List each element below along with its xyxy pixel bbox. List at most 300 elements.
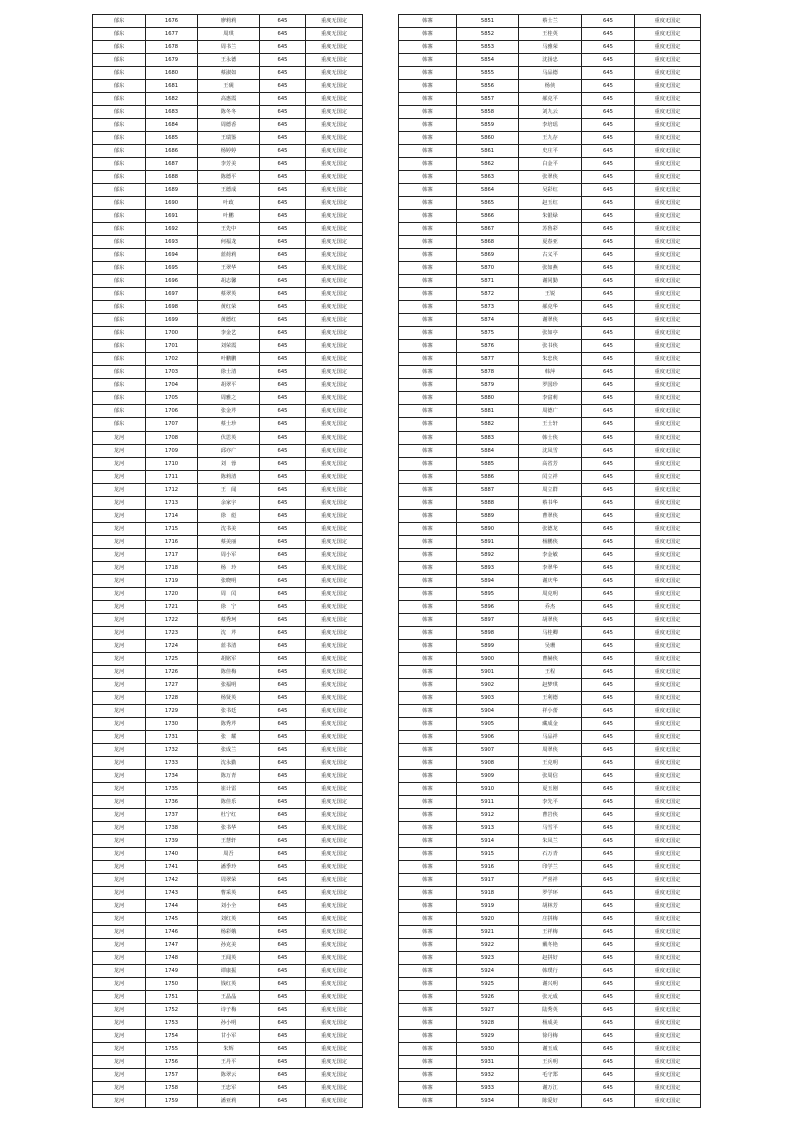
name-cell: 赵梦琪 — [519, 678, 582, 691]
table-row — [399, 535, 701, 548]
township-cell: 韩寨 — [399, 275, 457, 288]
table-row — [399, 15, 701, 28]
table-row — [93, 913, 363, 926]
table-row — [93, 1095, 363, 1108]
township-cell: 龙河 — [93, 522, 146, 535]
township-cell: 龙河 — [93, 730, 146, 743]
township-cell: 龙河 — [93, 874, 146, 887]
name-cell: 夏玉刚 — [519, 782, 582, 795]
serial-number-cell: 1709 — [146, 444, 198, 457]
table-row — [93, 509, 363, 522]
township-cell: 韩寨 — [399, 132, 457, 145]
table-row — [93, 470, 363, 483]
amount-cell: 645 — [260, 717, 306, 730]
category-cell: 重度无国定 — [306, 1069, 363, 1082]
category-cell: 重度无国定 — [306, 639, 363, 652]
table-row — [93, 314, 363, 327]
serial-number-cell: 1705 — [146, 392, 198, 405]
table-row — [93, 392, 363, 405]
name-cell: 陈德平 — [198, 171, 260, 184]
category-cell: 重度无国定 — [306, 340, 363, 353]
table-row — [399, 600, 701, 613]
name-cell: 张成兰 — [198, 743, 260, 756]
township-cell: 韩寨 — [399, 418, 457, 431]
category-cell: 重度无国定 — [635, 496, 701, 509]
name-cell: 诗子梅 — [198, 1004, 260, 1017]
amount-cell: 645 — [260, 275, 306, 288]
name-cell: 张福明 — [198, 678, 260, 691]
township-cell: 韩寨 — [399, 379, 457, 392]
table-row — [399, 314, 701, 327]
table-row — [93, 887, 363, 900]
name-cell: 韩士侠 — [519, 431, 582, 444]
serial-number-cell: 5896 — [457, 600, 519, 613]
township-cell: 韩寨 — [399, 535, 457, 548]
amount-cell: 645 — [260, 483, 306, 496]
serial-number-cell: 5933 — [457, 1082, 519, 1095]
serial-number-cell: 5882 — [457, 418, 519, 431]
township-cell: 韩寨 — [399, 730, 457, 743]
name-cell: 谢庆华 — [519, 574, 582, 587]
name-cell: 朱银绿 — [519, 210, 582, 223]
table-row — [399, 795, 701, 808]
category-cell: 重度无国定 — [306, 782, 363, 795]
township-cell: 韩寨 — [399, 80, 457, 93]
table-row — [399, 54, 701, 67]
name-cell: 严喜祥 — [519, 874, 582, 887]
serial-number-cell: 1728 — [146, 691, 198, 704]
name-cell: 王忠军 — [198, 1082, 260, 1095]
category-cell: 重度无国定 — [306, 15, 363, 28]
name-cell: 张如燕 — [519, 262, 582, 275]
township-cell: 郁东 — [93, 275, 146, 288]
category-cell: 重度无国定 — [635, 158, 701, 171]
category-cell: 重度无国定 — [306, 262, 363, 275]
township-cell: 郁东 — [93, 119, 146, 132]
name-cell: 陈莉清 — [198, 470, 260, 483]
township-cell: 郁东 — [93, 171, 146, 184]
category-cell: 重度无国定 — [306, 314, 363, 327]
name-cell: 沈永勤 — [198, 756, 260, 769]
serial-number-cell: 1744 — [146, 900, 198, 913]
amount-cell: 645 — [582, 574, 635, 587]
serial-number-cell: 1745 — [146, 913, 198, 926]
amount-cell: 645 — [582, 366, 635, 379]
table-row — [399, 730, 701, 743]
table-row — [399, 262, 701, 275]
category-cell: 重度无国定 — [306, 574, 363, 587]
name-cell: 叶鹏鹏 — [198, 353, 260, 366]
category-cell: 重度无国定 — [635, 184, 701, 197]
amount-cell: 645 — [582, 509, 635, 522]
amount-cell: 645 — [582, 587, 635, 600]
serial-number-cell: 5857 — [457, 93, 519, 106]
category-cell: 重度无国定 — [635, 275, 701, 288]
table-row — [93, 184, 363, 197]
name-cell: 叶鹏 — [198, 210, 260, 223]
amount-cell: 645 — [582, 106, 635, 119]
name-cell: 吴彩红 — [519, 184, 582, 197]
category-cell: 重度无国定 — [306, 483, 363, 496]
table-row — [93, 327, 363, 340]
amount-cell: 645 — [582, 314, 635, 327]
category-cell: 重度无国定 — [635, 119, 701, 132]
serial-number-cell: 5863 — [457, 171, 519, 184]
table-row — [399, 743, 701, 756]
name-cell: 朱辉 — [198, 1043, 260, 1056]
category-cell: 重度无国定 — [306, 978, 363, 991]
table-row — [93, 626, 363, 639]
category-cell: 重度无国定 — [635, 509, 701, 522]
amount-cell: 645 — [260, 639, 306, 652]
name-cell: 曹采英 — [198, 887, 260, 900]
category-cell: 重度无国定 — [306, 249, 363, 262]
table-row — [399, 249, 701, 262]
table-row — [399, 288, 701, 301]
township-cell: 郁东 — [93, 41, 146, 54]
serial-number-cell: 5889 — [457, 509, 519, 522]
table-row — [93, 275, 363, 288]
name-cell: 周克明 — [519, 587, 582, 600]
table-row — [93, 262, 363, 275]
category-cell: 重度无国定 — [306, 769, 363, 782]
township-cell: 韩寨 — [399, 145, 457, 158]
table-row — [93, 1043, 363, 1056]
township-cell: 龙河 — [93, 795, 146, 808]
amount-cell: 645 — [260, 782, 306, 795]
amount-cell: 645 — [582, 834, 635, 847]
table-row — [93, 834, 363, 847]
table-row — [93, 405, 363, 418]
township-cell: 韩寨 — [399, 613, 457, 626]
amount-cell: 645 — [260, 457, 306, 470]
table-row — [399, 1017, 701, 1030]
name-cell: 乔杰 — [519, 600, 582, 613]
category-cell: 重度无国定 — [635, 743, 701, 756]
name-cell: 蔡秀珂 — [198, 613, 260, 626]
amount-cell: 645 — [582, 210, 635, 223]
table-row — [399, 678, 701, 691]
serial-number-cell: 5867 — [457, 223, 519, 236]
township-cell: 龙河 — [93, 808, 146, 821]
name-cell: 石万青 — [519, 848, 582, 861]
category-cell: 重度无国定 — [306, 54, 363, 67]
amount-cell: 645 — [260, 379, 306, 392]
serial-number-cell: 1704 — [146, 379, 198, 392]
category-cell: 重度无国定 — [306, 392, 363, 405]
serial-number-cell: 1731 — [146, 730, 198, 743]
name-cell: 黄德红 — [198, 314, 260, 327]
category-cell: 重度无国定 — [635, 613, 701, 626]
name-cell: 王慧轩 — [198, 834, 260, 847]
serial-number-cell: 1723 — [146, 626, 198, 639]
table-row — [93, 678, 363, 691]
category-cell: 重度无国定 — [635, 587, 701, 600]
amount-cell: 645 — [582, 808, 635, 821]
amount-cell: 645 — [582, 392, 635, 405]
township-cell: 龙河 — [93, 626, 146, 639]
amount-cell: 645 — [582, 952, 635, 965]
serial-number-cell: 1758 — [146, 1082, 198, 1095]
serial-number-cell: 1724 — [146, 639, 198, 652]
township-cell: 韩寨 — [399, 444, 457, 457]
category-cell: 重度无国定 — [635, 171, 701, 184]
table-row — [93, 28, 363, 41]
name-cell: 杨鹏侠 — [519, 535, 582, 548]
name-cell: 谭康振 — [198, 965, 260, 978]
serial-number-cell: 5873 — [457, 301, 519, 314]
table-row — [399, 874, 701, 887]
table-row — [399, 821, 701, 834]
serial-number-cell: 5893 — [457, 561, 519, 574]
serial-number-cell: 1681 — [146, 80, 198, 93]
table-row — [399, 379, 701, 392]
category-cell: 重度无国定 — [306, 457, 363, 470]
amount-cell: 645 — [260, 366, 306, 379]
category-cell: 重度无国定 — [306, 965, 363, 978]
amount-cell: 645 — [260, 652, 306, 665]
township-cell: 龙河 — [93, 1030, 146, 1043]
serial-number-cell: 5917 — [457, 874, 519, 887]
name-cell: 潘季玲 — [198, 861, 260, 874]
name-cell: 戴冬艳 — [519, 939, 582, 952]
category-cell: 重度无国定 — [306, 522, 363, 535]
township-cell: 韩寨 — [399, 991, 457, 1004]
table-row — [93, 132, 363, 145]
name-cell: 张翠侠 — [519, 171, 582, 184]
township-cell: 龙河 — [93, 444, 146, 457]
township-cell: 郁东 — [93, 418, 146, 431]
table-row — [93, 522, 363, 535]
category-cell: 重度无国定 — [635, 808, 701, 821]
category-cell: 重度无国定 — [635, 340, 701, 353]
township-cell: 郁东 — [93, 197, 146, 210]
amount-cell: 645 — [260, 171, 306, 184]
serial-number-cell: 1712 — [146, 483, 198, 496]
category-cell: 重度无国定 — [306, 756, 363, 769]
table-row — [93, 379, 363, 392]
township-cell: 韩寨 — [399, 652, 457, 665]
table-row — [399, 28, 701, 41]
township-cell: 韩寨 — [399, 887, 457, 900]
township-cell: 龙河 — [93, 965, 146, 978]
township-cell: 龙河 — [93, 926, 146, 939]
township-cell: 龙河 — [93, 1004, 146, 1017]
name-cell: 刘小全 — [198, 900, 260, 913]
township-cell: 龙河 — [93, 834, 146, 847]
table-row — [93, 730, 363, 743]
township-cell: 龙河 — [93, 652, 146, 665]
township-cell: 韩寨 — [399, 574, 457, 587]
serial-number-cell: 5910 — [457, 782, 519, 795]
township-cell: 龙河 — [93, 704, 146, 717]
township-cell: 韩寨 — [399, 821, 457, 834]
amount-cell: 645 — [582, 119, 635, 132]
category-cell: 重度无国定 — [306, 600, 363, 613]
township-cell: 韩寨 — [399, 795, 457, 808]
category-cell: 重度无国定 — [635, 405, 701, 418]
serial-number-cell: 5885 — [457, 457, 519, 470]
category-cell: 重度无国定 — [306, 275, 363, 288]
category-cell: 重度无国定 — [306, 366, 363, 379]
table-row — [93, 54, 363, 67]
amount-cell: 645 — [260, 340, 306, 353]
table-row — [399, 41, 701, 54]
category-cell: 重度无国定 — [635, 848, 701, 861]
serial-number-cell: 1741 — [146, 861, 198, 874]
serial-number-cell: 1676 — [146, 15, 198, 28]
category-cell: 重度无国定 — [635, 561, 701, 574]
name-cell: 胡志馨 — [198, 275, 260, 288]
serial-number-cell: 5923 — [457, 952, 519, 965]
table-row — [399, 1082, 701, 1095]
amount-cell: 645 — [260, 756, 306, 769]
category-cell: 重度无国定 — [306, 171, 363, 184]
township-cell: 龙河 — [93, 509, 146, 522]
name-cell: 高省芳 — [519, 457, 582, 470]
serial-number-cell: 5888 — [457, 496, 519, 509]
name-cell: 罗学环 — [519, 887, 582, 900]
serial-number-cell: 1738 — [146, 821, 198, 834]
category-cell: 重度无国定 — [306, 678, 363, 691]
name-cell: 张如亭 — [519, 327, 582, 340]
name-cell: 陈佳梅 — [198, 665, 260, 678]
name-cell: 甘小军 — [198, 1030, 260, 1043]
amount-cell: 645 — [260, 41, 306, 54]
amount-cell: 645 — [582, 913, 635, 926]
township-cell: 郁东 — [93, 236, 146, 249]
name-cell: 张金芹 — [198, 405, 260, 418]
serial-number-cell: 1752 — [146, 1004, 198, 1017]
table-row — [399, 119, 701, 132]
table-row — [93, 756, 363, 769]
township-cell: 龙河 — [93, 991, 146, 1004]
amount-cell: 645 — [582, 28, 635, 41]
serial-number-cell: 5858 — [457, 106, 519, 119]
name-cell: 王 闻 — [198, 483, 260, 496]
category-cell: 重度无国定 — [635, 991, 701, 1004]
name-cell: 郝克平 — [519, 93, 582, 106]
serial-number-cell: 5892 — [457, 548, 519, 561]
amount-cell: 645 — [260, 249, 306, 262]
township-cell: 郁东 — [93, 210, 146, 223]
name-cell: 张晓明 — [198, 574, 260, 587]
table-row — [93, 483, 363, 496]
name-cell: 李富莉 — [519, 392, 582, 405]
township-cell: 韩寨 — [399, 848, 457, 861]
name-cell: 蔡士珍 — [198, 418, 260, 431]
amount-cell: 645 — [582, 1017, 635, 1030]
township-cell: 韩寨 — [399, 1095, 457, 1108]
category-cell: 重度无国定 — [635, 548, 701, 561]
amount-cell: 645 — [582, 340, 635, 353]
serial-number-cell: 5891 — [457, 535, 519, 548]
name-cell: 祥小蕾 — [519, 704, 582, 717]
serial-number-cell: 5899 — [457, 639, 519, 652]
amount-cell: 645 — [582, 132, 635, 145]
serial-number-cell: 5880 — [457, 392, 519, 405]
township-cell: 郁东 — [93, 327, 146, 340]
category-cell: 重度无国定 — [306, 548, 363, 561]
serial-number-cell: 5887 — [457, 483, 519, 496]
township-cell: 韩寨 — [399, 392, 457, 405]
category-cell: 重度无国定 — [306, 613, 363, 626]
township-cell: 郁东 — [93, 301, 146, 314]
name-cell: 陈万青 — [198, 769, 260, 782]
serial-number-cell: 1729 — [146, 704, 198, 717]
serial-number-cell: 1698 — [146, 301, 198, 314]
name-cell: 周 闰 — [198, 587, 260, 600]
name-cell: 李培瑶 — [519, 119, 582, 132]
table-row — [93, 665, 363, 678]
township-cell: 韩寨 — [399, 509, 457, 522]
name-cell: 王砚 — [198, 80, 260, 93]
category-cell: 重度无国定 — [635, 900, 701, 913]
category-cell: 重度无国定 — [635, 80, 701, 93]
name-cell: 杨彩娥 — [198, 926, 260, 939]
category-cell: 重度无国定 — [635, 93, 701, 106]
township-cell: 韩寨 — [399, 548, 457, 561]
name-cell: 王兵明 — [519, 1056, 582, 1069]
table-row — [399, 613, 701, 626]
roster-table-left-body — [93, 15, 363, 1108]
category-cell: 重度无国定 — [635, 288, 701, 301]
table-row — [399, 756, 701, 769]
amount-cell: 645 — [582, 444, 635, 457]
table-row — [399, 405, 701, 418]
township-cell: 郁东 — [93, 392, 146, 405]
township-cell: 韩寨 — [399, 639, 457, 652]
serial-number-cell: 1750 — [146, 978, 198, 991]
name-cell: 沈扬忠 — [519, 54, 582, 67]
amount-cell: 645 — [582, 887, 635, 900]
category-cell: 重度无国定 — [635, 418, 701, 431]
category-cell: 重度无国定 — [635, 795, 701, 808]
category-cell: 重度无国定 — [306, 28, 363, 41]
amount-cell: 645 — [582, 1004, 635, 1017]
table-row — [399, 665, 701, 678]
township-cell: 韩寨 — [399, 1082, 457, 1095]
serial-number-cell: 1747 — [146, 939, 198, 952]
category-cell: 重度无国定 — [635, 145, 701, 158]
serial-number-cell: 1740 — [146, 848, 198, 861]
name-cell: 周书兰 — [198, 41, 260, 54]
table-row — [399, 626, 701, 639]
category-cell: 重度无国定 — [306, 470, 363, 483]
amount-cell: 645 — [260, 119, 306, 132]
township-cell: 韩寨 — [399, 952, 457, 965]
category-cell: 重度无国定 — [635, 1043, 701, 1056]
category-cell: 重度无国定 — [306, 93, 363, 106]
category-cell: 重度无国定 — [635, 874, 701, 887]
amount-cell: 645 — [582, 691, 635, 704]
name-cell: 闰立祥 — [519, 470, 582, 483]
amount-cell: 645 — [260, 874, 306, 887]
serial-number-cell: 5918 — [457, 887, 519, 900]
serial-number-cell: 1694 — [146, 249, 198, 262]
table-row — [399, 431, 701, 444]
serial-number-cell: 5865 — [457, 197, 519, 210]
name-cell: 曹赫侠 — [519, 652, 582, 665]
name-cell: 刘红英 — [198, 913, 260, 926]
serial-number-cell: 5869 — [457, 249, 519, 262]
serial-number-cell: 1711 — [146, 470, 198, 483]
serial-number-cell: 1717 — [146, 548, 198, 561]
amount-cell: 645 — [582, 639, 635, 652]
category-cell: 重度无国定 — [306, 587, 363, 600]
amount-cell: 645 — [260, 600, 306, 613]
amount-cell: 645 — [582, 184, 635, 197]
